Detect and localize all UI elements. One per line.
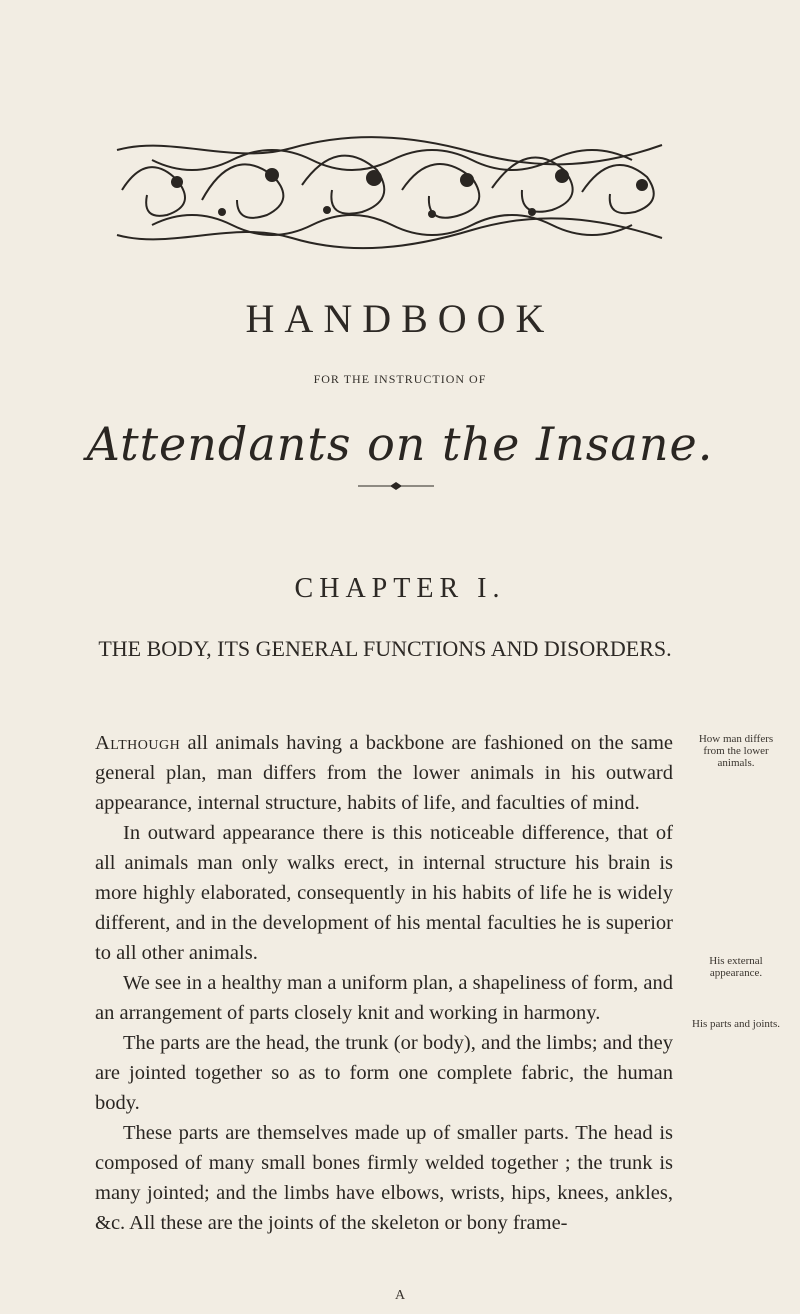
signature-mark: A	[394, 1288, 406, 1303]
paragraph-text: all animals having a backbone are fashioned on the same general plan, man differs from the lower animals in his outward appearance, internal structure, habits of life, and faculties of mind.	[95, 732, 673, 814]
margin-note: His parts and joints.	[692, 1018, 780, 1030]
chapter-heading: CHAPTER I.	[294, 573, 506, 604]
margin-note: His external appearance.	[709, 955, 763, 979]
divider-ornament-icon	[358, 481, 434, 491]
paragraph: We see in a healthy man a uniform plan, a shapeliness of form, and an arrangement of parts closely knit and working in harmony.	[95, 972, 673, 1024]
paragraph: The parts are the head, the trunk (or body), and the limbs; and they are jointed together so as to form one complete fabric, the human body.	[95, 1032, 673, 1114]
paragraph-lead: Although	[95, 732, 181, 754]
floral-scroll-ornament-icon	[112, 130, 667, 255]
margin-note: How man differs from the lower animals.	[698, 733, 774, 769]
book-title: HANDBOOK	[245, 296, 555, 341]
paragraph: These parts are themselves made up of smaller parts. The head is composed of many small bones firmly welded together ; the trunk is many jointed; and the limbs have elbows, wrists, hips, knees, ankles, &c. All these are the joints of the skeleton or bony frame-	[95, 1122, 673, 1234]
blackletter-title: Attendants on the Insane.	[86, 417, 714, 471]
chapter-title: THE BODY, ITS GENERAL FUNCTIONS AND DISORDERS.	[98, 636, 672, 661]
paragraph: In outward appearance there is this noticeable difference, that of all animals man only walks erect, in internal structure his brain is more highly elaborated, consequently in his habits of life he is widely different, and in the development of his mental faculties he is superior to all other animals.	[95, 822, 673, 964]
body-text	[95, 728, 673, 1238]
paragraph	[95, 728, 673, 818]
book-subtitle: FOR THE INSTRUCTION OF	[313, 372, 487, 386]
